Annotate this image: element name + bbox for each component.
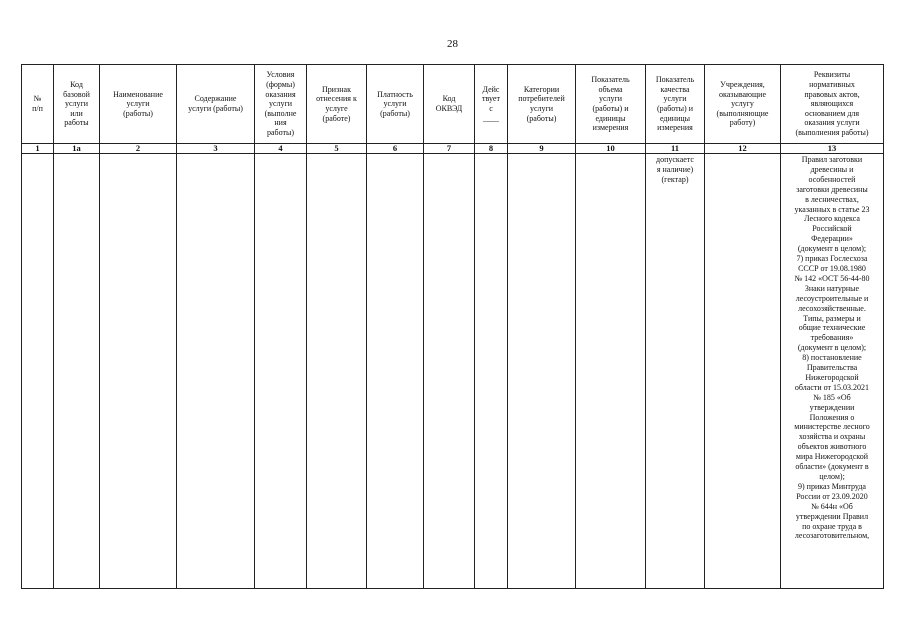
cell-service-content (177, 154, 255, 589)
header-consumer-categories: Категории потребителей услуги (работы) (508, 65, 576, 144)
page-number: 28 (447, 38, 458, 50)
cell-consumer-categories (508, 154, 576, 589)
header-quality-indicator: Показатель качества услуги (работы) и единицы измерения (646, 65, 705, 144)
header-base-service-code: Код базовой услуги или работы (54, 65, 100, 144)
column-number: 5 (307, 144, 367, 154)
header-row (22, 65, 884, 144)
cell-service-attribute (307, 154, 367, 589)
column-number-row (22, 144, 884, 154)
header-service-name: Наименование услуги (работы) (100, 65, 177, 144)
cell-okved-code (424, 154, 475, 589)
column-number: 7 (424, 144, 475, 154)
column-number: 9 (508, 144, 576, 154)
column-number: 2 (100, 144, 177, 154)
cell-base-service-code (54, 154, 100, 589)
column-number: 12 (705, 144, 781, 154)
header-okved-code: Код ОКВЭД (424, 65, 475, 144)
header-row-number: № п/п (22, 65, 54, 144)
column-number: 10 (576, 144, 646, 154)
column-number: 1 (22, 144, 54, 154)
table-row (22, 154, 884, 589)
cell-quality-indicator: допускаетс я наличие) (гектар) (646, 154, 705, 589)
cell-effective-from (475, 154, 508, 589)
header-institutions: Учреждения, оказывающие услугу (выполняющие работу) (705, 65, 781, 144)
column-number: 8 (475, 144, 508, 154)
cell-service-conditions (255, 154, 307, 589)
cell-service-name (100, 154, 177, 589)
cell-legal-acts: Правил заготовки древесины и особенностей заготовки древесины в лесничествах, указанных в статье 23 Лесного кодекса Российской Федерации» (документ в целом); 7) приказ Гослесхоза СССР от 19.08.1980 № 142 «ОСТ 56-44-80 Знаки натурные лесоустроительные и лесохозяйственные. Типы, размеры и общие технические требования» (документ в целом); 8) постановление Правительства Нижегородской области от 15.03.2021 № 185 «Об утверждении Положения о министерстве лесного хозяйства и охраны объектов животного мира Нижегородской области» (документ в целом); 9) приказ Минтруда России от 23.09.2020 № 644н «Об утверждении Правил по охране труда в лесозаготовительном, (781, 154, 884, 589)
header-service-content: Содержание услуги (работы) (177, 65, 255, 144)
column-number: 11 (646, 144, 705, 154)
column-number: 3 (177, 144, 255, 154)
column-number: 13 (781, 144, 884, 154)
header-legal-acts: Реквизиты нормативных правовых актов, являющихся основанием для оказания услуги (выполнения работы) (781, 65, 884, 144)
services-registry-table (21, 64, 884, 589)
cell-volume-indicator (576, 154, 646, 589)
header-service-payment: Платность услуги (работы) (367, 65, 424, 144)
column-number: 4 (255, 144, 307, 154)
header-volume-indicator: Показатель объема услуги (работы) и единицы измерения (576, 65, 646, 144)
header-service-attribute: Признак отнесения к услуге (работе) (307, 65, 367, 144)
column-number: 1а (54, 144, 100, 154)
header-effective-from: Дейс твует с ____ (475, 65, 508, 144)
cell-institutions (705, 154, 781, 589)
cell-service-payment (367, 154, 424, 589)
cell-row-number (22, 154, 54, 589)
column-number: 6 (367, 144, 424, 154)
header-service-conditions: Условия (формы) оказания услуги (выполне ния работы) (255, 65, 307, 144)
